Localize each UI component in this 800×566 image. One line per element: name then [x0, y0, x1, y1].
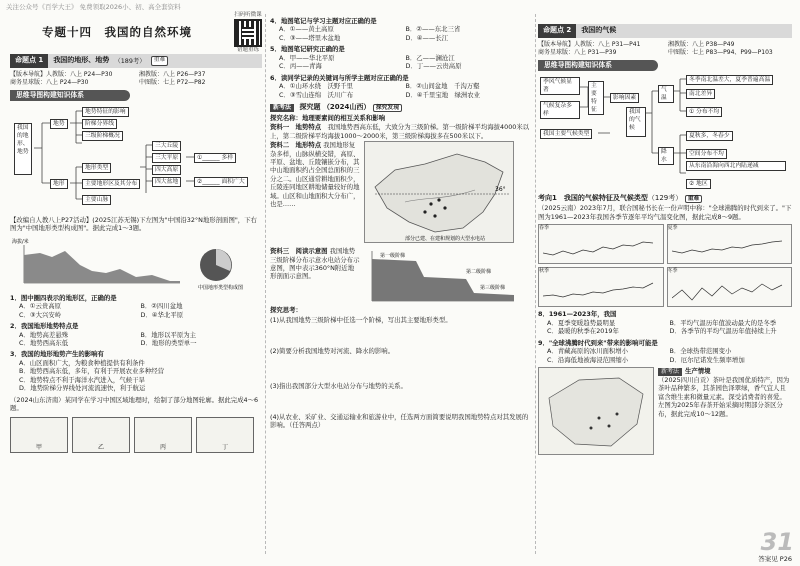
option[interactable]: C．③雪山连绵 沃川广布	[279, 90, 354, 99]
news-title: 生产情境	[685, 367, 711, 376]
line-plot	[543, 276, 663, 306]
mind-node: ② 地区	[686, 179, 711, 189]
options-1	[10, 302, 262, 319]
temperature-charts	[538, 224, 792, 307]
mind-node: 冬季南北温差大，夏季普遍高温	[686, 75, 773, 85]
resource-title: 资料二 地形特点	[270, 141, 322, 150]
qr-code-icon[interactable]	[234, 19, 262, 47]
explore-theme: 探究名称：地理要素间的相互关系和影响	[270, 113, 386, 122]
chart-title: 秋季	[539, 268, 550, 275]
mind-blank-label: ①	[197, 154, 203, 161]
china-map	[364, 141, 514, 243]
mind-node: 四大高原	[152, 165, 181, 175]
mind-node: 三大丘陵	[152, 141, 181, 151]
news-tag: 新考法	[658, 368, 682, 376]
case-header	[538, 194, 792, 204]
intro-text-2: （2024山东济南）某同学在学习中国区域地理时，绘制了部分地图轮廓。据此完成4～6题。	[10, 395, 259, 413]
map-caption: 部分已建、在建和规划的大型水电站	[405, 236, 486, 243]
season-chart	[667, 267, 793, 307]
version-item: 商务星球版：八上 P31—P39	[538, 48, 617, 56]
mind-node: 南北差异	[686, 89, 715, 99]
explore-head: 探究发现	[373, 104, 402, 112]
outline-map: 丁	[196, 417, 254, 453]
explore-title: （2024山西）	[322, 103, 371, 112]
resource-title: 资料一 地势特点	[270, 123, 322, 132]
option[interactable]: A．甲——华北平原	[279, 53, 335, 62]
chart-title: 夏季	[667, 225, 678, 232]
option[interactable]: D．各季节的平均气温历年值持续上升	[669, 327, 777, 336]
mind-node: 季风气候显著	[540, 77, 580, 95]
options-5	[270, 54, 532, 71]
mind-node: 面积广大	[221, 178, 245, 185]
mind-node: 主要山脉	[82, 195, 111, 205]
latitude-label: 36°	[495, 186, 506, 194]
version-nav	[10, 71, 262, 87]
version-item: 【版本导航】人教版：八上 P24—P30	[10, 71, 113, 78]
mind-node: 夏秋多，冬春少	[686, 131, 733, 141]
question-8: 8．1961—2023年，我国	[538, 310, 617, 319]
option[interactable]: A．青藏高原的冰川面积增小	[547, 347, 629, 356]
option[interactable]: D．④千里宝地 绿洲农业	[405, 90, 481, 99]
options-8	[538, 319, 792, 336]
mindmap-title: 思维导图构建知识体系	[10, 90, 130, 101]
mind-node: 空间分布不均	[686, 149, 727, 159]
topic-tag: 命题点 1	[10, 54, 48, 68]
version-item: 中图版：七上 P72—P82	[139, 78, 206, 86]
chart-title: 春季	[539, 225, 550, 232]
option[interactable]: D．地形的类型单一	[140, 338, 197, 347]
divider	[535, 14, 536, 554]
profile-chart	[10, 235, 262, 291]
mind-node: 主要地形区及其分布	[82, 179, 140, 189]
resource-title: 资料三 阅读示意图	[270, 247, 328, 256]
case-count: （129考）	[647, 193, 683, 202]
topic-tag: 命题点 2	[538, 24, 576, 38]
option[interactable]: C．丙——青海	[279, 62, 322, 71]
version-item: 商务星球版：八上 P24—P30	[10, 78, 89, 86]
version-item: 湘教版：八上 P26—P37	[139, 71, 206, 78]
season-chart	[538, 267, 664, 307]
mind-node: 地形	[50, 179, 68, 189]
ask-title: 探究思考：	[270, 306, 302, 315]
column-right	[538, 14, 792, 554]
stair-label: 第二级阶梯	[466, 269, 492, 276]
question-4: 4．地图笔记与学习主题对应正确的是	[270, 17, 377, 25]
outline-map: 丙	[134, 417, 192, 453]
explore-tag: 探究题	[299, 103, 321, 112]
options-3	[10, 359, 262, 393]
news-text-block	[658, 367, 790, 418]
line-plot	[672, 233, 792, 263]
mind-node: 影响因素	[610, 93, 639, 103]
line-plot	[543, 233, 663, 263]
option[interactable]: B．乙——澜沧江	[405, 53, 455, 62]
answer-reference: 答案见 P26	[758, 555, 792, 563]
mind-node: 三大平原	[152, 153, 181, 163]
season-chart	[538, 224, 664, 264]
option[interactable]: B．平均气温历年值波动最大的是冬季	[669, 318, 777, 327]
mind-node: 三级阶梯概况	[82, 131, 123, 141]
option[interactable]: B．②四川盆地	[140, 302, 183, 311]
outline-map: 甲	[10, 417, 68, 453]
china-map-svg	[365, 142, 515, 244]
option[interactable]: D．④——长江	[405, 33, 449, 42]
option[interactable]: B．全球热带范围变小	[669, 347, 732, 356]
mind-blank: ①______ 多样	[194, 153, 236, 163]
fig-label-right: 中国地形类型构成图	[198, 284, 244, 291]
topic-name: 我国的气候	[581, 26, 617, 35]
outline-maps	[10, 417, 262, 453]
question-5: 5．地图笔记研究正确的是	[270, 45, 345, 54]
tea-map-svg	[539, 368, 655, 456]
fig-label-left: 海拔/米	[12, 238, 29, 245]
resource-3	[270, 247, 360, 281]
resource-2-block	[270, 141, 532, 247]
option[interactable]: A．夏季变暖趋势最明显	[547, 318, 616, 327]
mind-blank-label: ②	[197, 178, 203, 185]
topic-bar	[10, 54, 262, 68]
ask-3: (3)指出我国部分大型水电站分布与地势的关系。	[270, 381, 407, 390]
question-3: 3．我国的地形地势产生的影响有	[10, 350, 104, 359]
option[interactable]: D．丁——云贵高原	[405, 62, 462, 71]
topic-name: 我国的地形、地势	[53, 56, 110, 65]
news-text: （2025四川自贡）茶叶是我国优质特产，因为茶叶品种繁多，其茶园色泽翠绿，香气宜人且富含维生素和微量元素。深受消费者的喜爱。左图为2025年春茶开始采摘时期部分茶区分布，据此完成10～12题。	[658, 375, 790, 418]
topic-badge: 重难	[151, 56, 169, 66]
case-title: 我国的气候特征及气候类型	[563, 193, 648, 202]
qr-sub: 错题重练	[236, 47, 259, 53]
resource-text: 我国地势西高东低，大致分为三级阶梯。第一级阶梯平均海拔4000米以上，第二级阶梯平均海拔1000～2000米，第三级阶梯海拔多在500米以下。	[270, 123, 530, 140]
season-chart	[667, 224, 793, 264]
mindmap	[538, 73, 792, 191]
option[interactable]: C．③大兴安岭	[19, 310, 62, 319]
options-6	[270, 82, 532, 99]
mind-root: 我国的气候	[626, 107, 646, 137]
qr-label: 扫码听微课	[234, 11, 262, 18]
option[interactable]: A．①山环水绕 沃野千里	[279, 82, 354, 91]
outline-map: 乙	[72, 417, 130, 453]
resource-2	[270, 141, 360, 209]
option[interactable]: B．地势西高东低，多年，有利于开展农业多种经营	[19, 367, 164, 376]
options-9	[538, 347, 792, 364]
mind-node: 多样	[221, 154, 234, 161]
mind-node: ① 分布不均	[686, 107, 722, 117]
line-plot	[672, 276, 792, 306]
option[interactable]: A．①云贵高原	[19, 302, 62, 311]
option[interactable]: C．最暖的秋季在2019年	[547, 327, 619, 336]
figure-profile	[10, 235, 262, 291]
question-6: 6．读同学记录的关键词与所学主题对应正确的是	[270, 73, 409, 82]
stair-label: 第三级阶梯	[480, 285, 506, 292]
mind-node: 阶梯分界线	[82, 119, 117, 129]
mind-node: 降水	[658, 147, 674, 165]
mind-blank: ②______ 面积广大	[194, 177, 248, 187]
stair-profile	[366, 247, 516, 305]
option[interactable]: C．沿海低地被海浸范围缩小	[547, 355, 629, 364]
news-block	[538, 367, 792, 459]
option[interactable]: D．厄尔尼诺发生频率增加	[669, 355, 745, 364]
mind-node: 地势特征的影响	[82, 107, 129, 117]
question-1: 1．图中圈四表示的地形区，正确的是	[10, 293, 117, 302]
option[interactable]: B．地形以平原为主	[140, 330, 197, 339]
mind-node: 气温	[658, 85, 674, 103]
column-middle	[270, 14, 532, 554]
watermark: 关注公众号《百学大王》 免费领取2026小、初、高全套资料	[6, 3, 181, 11]
option[interactable]: A．①——黄土高原	[279, 25, 334, 34]
option[interactable]: B．②——东北三省	[405, 25, 461, 34]
ask-2: (2)简要分析我国地势对河流、降水的影响。	[270, 346, 395, 355]
mind-node: 从东南沿海向西北内陆递减	[686, 161, 786, 171]
option[interactable]: D．地势阶梯分界线处河流流速快，利于航运	[19, 384, 146, 393]
case-badge: 重难	[685, 195, 703, 203]
version-nav	[538, 41, 792, 57]
version-item: 中图版：七上 P83—P94、P99—P103	[668, 48, 773, 56]
mind-node: 我国主要气候类型	[540, 129, 592, 139]
option[interactable]: C．③——塔里木盆地	[279, 33, 341, 42]
case-tag: 考向1	[538, 193, 557, 202]
intro-text: （2025云南）2023年7月，联合国秘书长在一份声明中称："全球沸腾的时代到来了。"下图为1961—2023年我国各季节逐年平均气温变化图，据此完成8～9题。	[538, 204, 792, 221]
option[interactable]: B．②山间盆地 千沟万壑	[405, 82, 480, 91]
tea-region-map	[538, 367, 654, 455]
topic-bar	[538, 24, 792, 38]
ask-4: (4)从农业、采矿业、交通运输业和旅游业中，任选两方面简要说明我国地势特点对其发展的影响。（任答两点）	[270, 412, 529, 429]
ask-1: (1)从我国地势三级阶梯中任选一个阶梯，写出其主要地形类型。	[270, 315, 452, 324]
version-item: 【版本导航】人教版：八上 P31—P41	[538, 41, 641, 48]
options-4	[270, 25, 532, 42]
newtype-tag: 新考法	[270, 104, 294, 112]
qr-area[interactable]	[234, 12, 262, 55]
mindmap	[10, 103, 262, 213]
stair-label: 第一级阶梯	[380, 253, 406, 260]
mind-root: 我国的地形、地势	[14, 123, 32, 175]
option[interactable]: D．④华北平原	[140, 310, 184, 319]
option[interactable]: A．地势高差悬殊	[19, 330, 69, 339]
resource-text: 我国地形复杂多样，山脉纵横交错，高原、平原、盆地、丘陵镶嵌分布，其中山地面积约占全国总面积的三分之二。山区通常耕地面积少，丘陵连同地区耕地储量较好的地域。山区和山地面积大分布广，也是……	[270, 141, 360, 209]
mind-node: 地形类型	[82, 163, 111, 173]
question-9: 9．"全球沸腾时代到来"带来的影响可能是	[538, 338, 658, 347]
option[interactable]: C．地势特点不利于海洋水汽进入，气候干旱	[19, 375, 145, 384]
options-2	[10, 331, 262, 348]
version-item: 湘教版：八上 P38—P49	[668, 41, 735, 48]
topic-count: （189考）	[114, 56, 146, 65]
mind-node: 气候复杂多样	[540, 101, 580, 119]
mind-node: 主要特征	[588, 81, 604, 115]
chart-title: 冬季	[667, 268, 678, 275]
mindmap-title: 思维导图构建知识体系	[538, 60, 658, 71]
question-2: 2．我国地形地势特点是	[10, 322, 79, 331]
explore-header	[270, 103, 532, 113]
page-title: 专题十四 我国的自然环境	[42, 25, 192, 40]
column-header	[10, 11, 262, 53]
resource-1	[270, 123, 532, 140]
option[interactable]: C．地势西高东低	[19, 338, 69, 347]
option[interactable]: A．山区面积广大，为粮食种植提供有利条件	[19, 358, 145, 367]
mind-node: 地势	[50, 119, 68, 129]
resource-3-block	[270, 247, 532, 305]
resource-text: 我国地势三级阶梯分布示意水电站分布示意图，图中表示360°N附近地形剖面示意图。	[270, 247, 360, 281]
page-number: 31	[760, 528, 794, 556]
mind-node: 四大盆地	[152, 177, 181, 187]
column-left	[10, 11, 262, 554]
intro-text: 【改编自人教八上P27活动】(2025江苏无锡)下左图为"中国沿32°N地形剖面图"，下右图为"中国地形类型构成图"。据此完成1～3题。	[10, 215, 257, 233]
divider	[265, 14, 266, 554]
